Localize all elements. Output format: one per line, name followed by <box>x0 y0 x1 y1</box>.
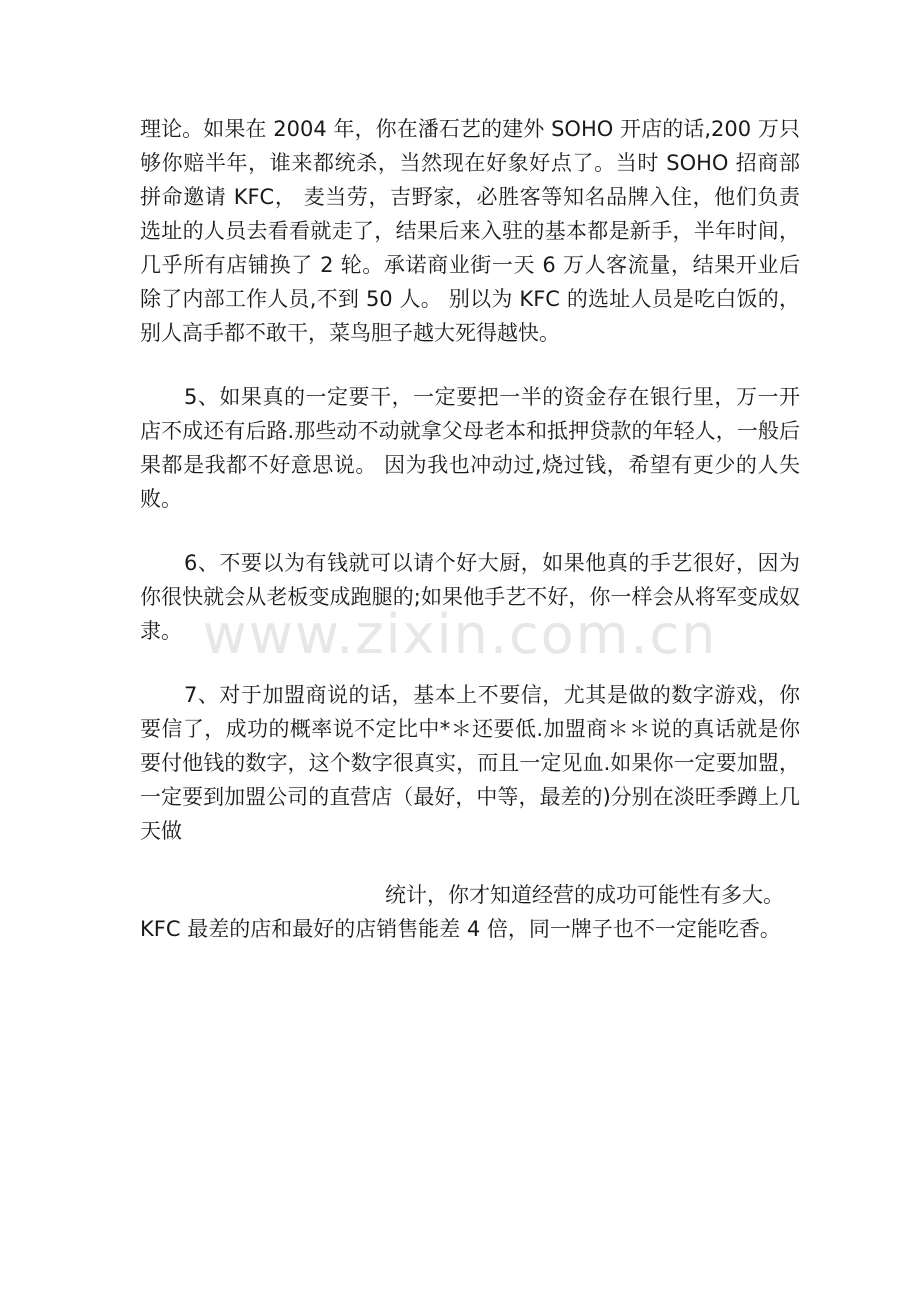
paragraph-3: 6、不要以为有钱就可以请个好大厨，如果他真的手艺很好，因为你很快就会从老板变成跑腿的;如果他手艺不好，你一样会从将军变成奴隶。 <box>140 551 800 643</box>
paragraph-2: 5、如果真的一定要干，一定要把一半的资金存在银行里，万一开店不成还有后路.那些动不动就拿父母老本和抵押贷款的年轻人，一般后果都是我都不好意思说。 因为我也冲动过,烧过钱，希望有更少的人失败。 <box>140 385 800 511</box>
paragraph-4: 7、对于加盟商说的话，基本上不要信，尤其是做的数字游戏，你要信了，成功的概率说不定比中*＊还要低.加盟商＊＊说的真话就是你要付他钱的数字，这个数字很真实，而且一定见血.如果你一定要加盟，一定要到加盟公司的直营店（最好，中等，最差的)分别在淡旺季蹲上几天做 <box>140 683 800 843</box>
paragraph-tail-last: KFC 最差的店和最好的店销售能差 4 倍，同一牌子也不一定能吃香。 <box>140 917 781 941</box>
paragraph-tail-right: 统计，你才知道经营的成功可能性有多大。 <box>385 883 784 907</box>
paragraph-1: 理论。如果在 2004 年，你在潘石艺的建外 SOHO 开店的话,200 万只够你赔半年，谁来都统杀，当然现在好象好点了。当时 SOHO 招商部拼命邀请 KFC， 麦当劳，吉野家，必胜客等知名品牌入住，他们负责选址的人员去看看就走了，结果后来入驻的基本都是新手，半年时间，几乎所有店铺换了 2 轮。承诺商业街一天 6 万人客流量，结果开业后除了内部工作人员,不到 50 人。 别以为 KFC 的选址人员是吃白饭的，别人高手都不敢干，菜鸟胆子越大死得越快。 <box>140 117 800 345</box>
document-body <box>140 112 800 946</box>
watermark-text: www.zixin.com.cn <box>202 603 718 666</box>
